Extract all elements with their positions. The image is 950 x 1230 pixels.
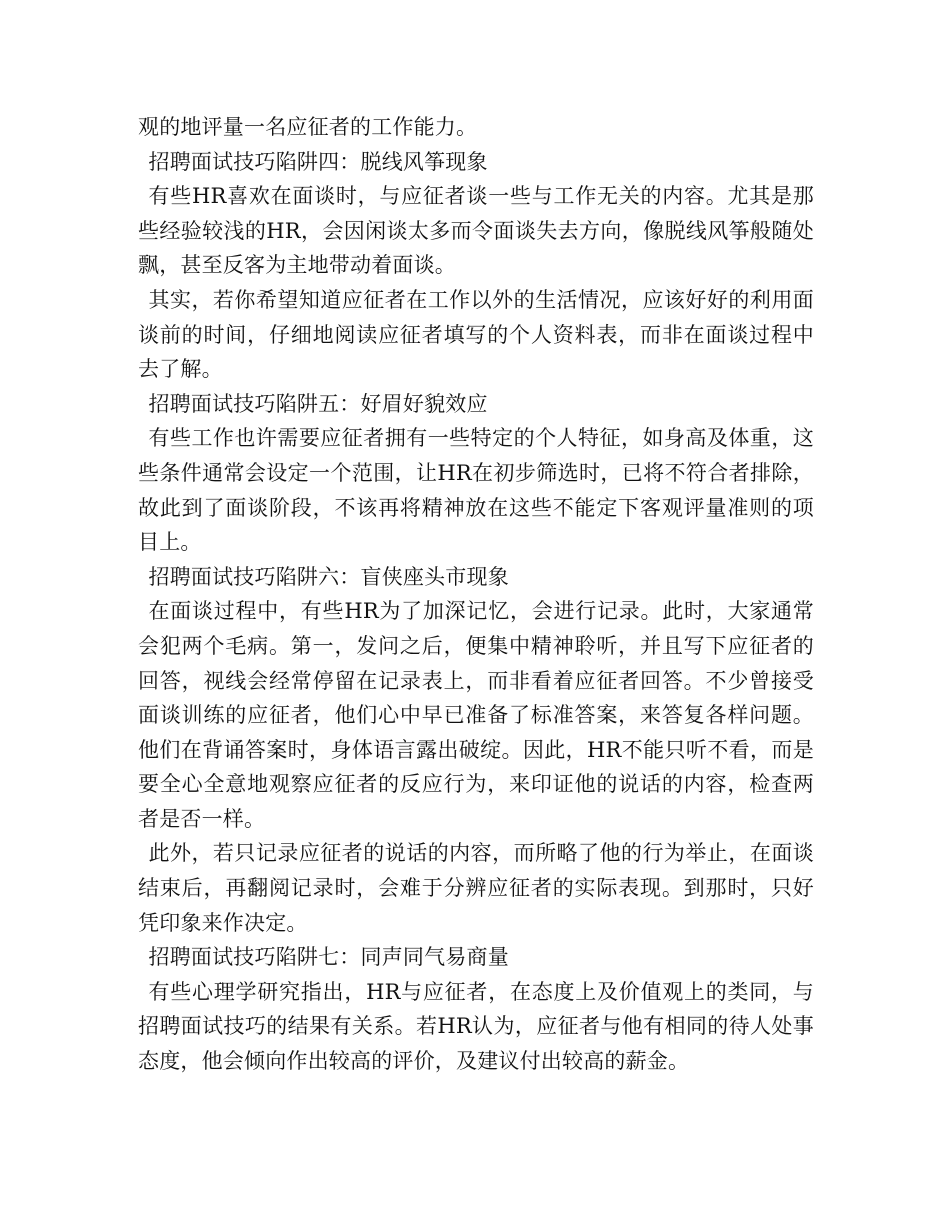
paragraph-continuation: 观的地评量一名应征者的工作能力。	[138, 115, 478, 139]
section-heading-trap-7: 招聘面试技巧陷阱七：同声同气易商量	[148, 945, 509, 970]
paragraph: 有些HR喜欢在面谈时，与应征者谈一些与工作无关的内容。尤其是那些经验较浅的HR，会因闲谈太多而令面谈失去方向，像脱线风筝般随处飘，甚至反客为主地带动着面谈。	[138, 184, 814, 278]
paragraph: 其实，若你希望知道应征者在工作以外的生活情况，应该好好的利用面谈前的时间，仔细地阅读应征者填写的个人资料表，而非在面谈过程中去了解。	[138, 287, 814, 382]
paragraph: 在面谈过程中，有些HR为了加深记忆，会进行记录。此时，大家通常会犯两个毛病。第一，发问之后，便集中精神聆听，并且写下应征者的回答，视线会经常停留在记录表上，而非看着应征者回答。不少曾接受面谈训练的应征者，他们心中早已准备了标准答案，来答复各样问题。他们在背诵答案时，身体语言露出破绽。因此，HR不能只听不看，而是要全心全意地观察应征者的反应行为，来印证他的说话的内容，检查两者是否一样。	[138, 599, 814, 831]
paragraph: 有些工作也许需要应征者拥有一些特定的个人特征，如身高及体重，这些条件通常会设定一个范围，让HR在初步筛选时，已将不符合者排除，故此到了面谈阶段，不该再将精神放在这些不能定下客观评量准则的项目上。	[138, 426, 814, 555]
section-heading-trap-5: 招聘面试技巧陷阱五：好眉好貌效应	[148, 391, 488, 416]
section-heading-trap-4: 招聘面试技巧陷阱四：脱线风筝现象	[148, 149, 488, 174]
section-heading-trap-6: 招聘面试技巧陷阱六：盲侠座头市现象	[148, 564, 509, 589]
paragraph: 有些心理学研究指出，HR与应征者，在态度上及价值观上的类同，与招聘面试技巧的结果有关系。若HR认为，应征者与他有相同的待人处事态度，他会倾向作出较高的评价，及建议付出较高的薪金。	[138, 979, 814, 1074]
paragraph: 此外，若只记录应征者的说话的内容，而所略了他的行为举止，在面谈结束后，再翻阅记录时，会难于分辨应征者的实际表现。到那时，只好凭印象来作决定。	[138, 841, 814, 935]
document-body	[138, 110, 814, 1079]
